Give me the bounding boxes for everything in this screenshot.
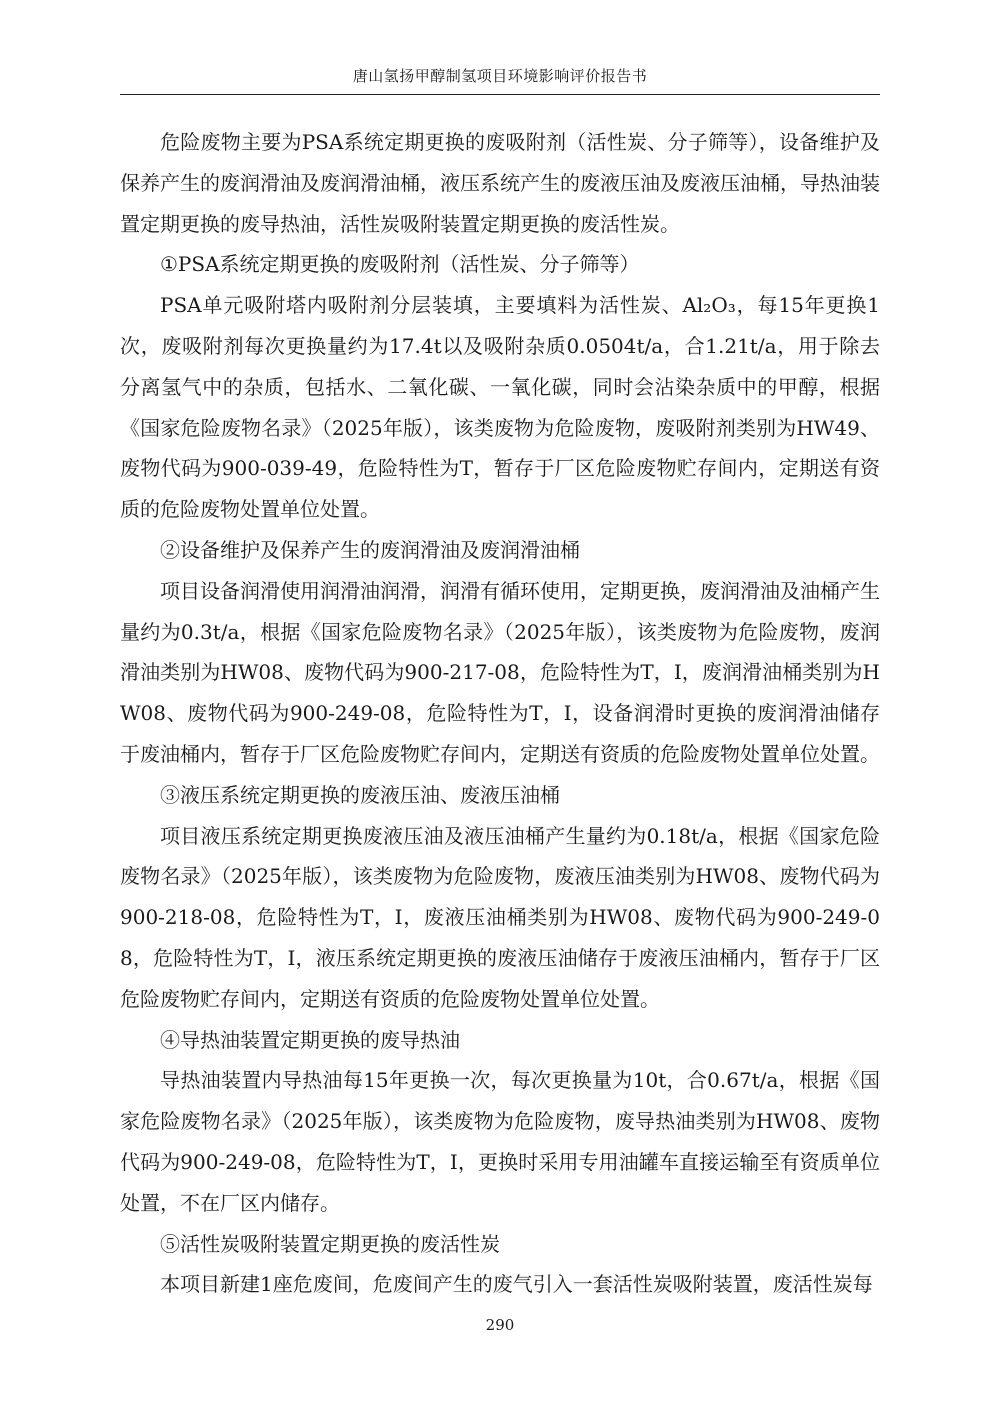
section-heading-hydraulic-oil: ③液压系统定期更换的废液压油、废液压油桶 [160, 782, 560, 807]
body-text [120, 122, 880, 1305]
section-heading-activated-carbon: ⑤活性炭吸附装置定期更换的废活性炭 [160, 1231, 500, 1256]
section-heading-psa-adsorbent: ①PSA系统定期更换的废吸附剂（活性炭、分子筛等） [160, 252, 640, 277]
paragraph-intro: 危险废物主要为PSA系统定期更换的废吸附剂（活性炭、分子筛等），设备维护及保养产生的废润滑油及废润滑油桶，液压系统产生的废液压油及废液压油桶，导热油装置定期更换的废导热油，活性炭吸附装置定期更换的废活性炭。 [120, 130, 880, 236]
paragraph-psa-adsorbent: PSA单元吸附塔内吸附剂分层装填，主要填料为活性炭、Al₂O₃，每15年更换1次，废吸附剂每次更换量约为17.4t以及吸附杂质0.0504t/a，合1.21t/a，用于除去分离氢气中的杂质，包括水、二氧化碳、一氧化碳，同时会沾染杂质中的甲醇，根据《国家危险废物名录》（2025年版），该类废物为危险废物，废吸附剂类别为HW49、废物代码为900-039-49，危险特性为T，暂存于厂区危险废物贮存间内，定期送有资质的危险废物处置单位处置。 [120, 293, 880, 522]
page-header-title: 唐山氢扬甲醇制氢项目环境影响评价报告书 [352, 67, 648, 85]
paragraph-heat-transfer-oil: 导热油装置内导热油每15年更换一次，每次更换量为10t，合0.67t/a，根据《国家危险废物名录》（2025年版），该类废物为危险废物，废导热油类别为HW08、废物代码为900-249-08，危险特性为T，I，更换时采用专用油罐车直接运输至有资质单位处置，不在厂区内储存。 [120, 1068, 880, 1215]
paragraph-hydraulic-oil: 项目液压系统定期更换废液压油及液压油桶产生量约为0.18t/a，根据《国家危险废物名录》（2025年版），该类废物为危险废物，废液压油类别为HW08、废物代码为900-218-08，危险特性为T，I，废液压油桶类别为HW08、废物代码为900-249-08，危险特性为T，I，液压系统定期更换的废液压油储存于废液压油桶内，暂存于厂区危险废物贮存间内，定期送有资质的危险废物处置单位处置。 [120, 823, 880, 1011]
header-divider [120, 94, 880, 95]
paragraph-lubricating-oil: 项目设备润滑使用润滑油润滑，润滑有循环使用，定期更换，废润滑油及油桶产生量约为0.3t/a，根据《国家危险废物名录》（2025年版），该类废物为危险废物，废润滑油类别为HW08、废物代码为900-217-08，危险特性为T，I，废润滑油桶类别为HW08、废物代码为900-249-08，危险特性为T，I，设备润滑时更换的废润滑油储存于废油桶内，暂存于厂区危险废物贮存间内，定期送有资质的危险废物处置单位处置。 [120, 578, 880, 766]
section-heading-lubricating-oil: ②设备维护及保养产生的废润滑油及废润滑油桶 [160, 537, 580, 562]
paragraph-activated-carbon: 本项目新建1座危废间，危废间产生的废气引入一套活性炭吸附装置，废活性炭每 [160, 1272, 873, 1297]
section-heading-heat-transfer-oil: ④导热油装置定期更换的废导热油 [160, 1027, 460, 1052]
page-number: 290 [485, 1316, 515, 1334]
